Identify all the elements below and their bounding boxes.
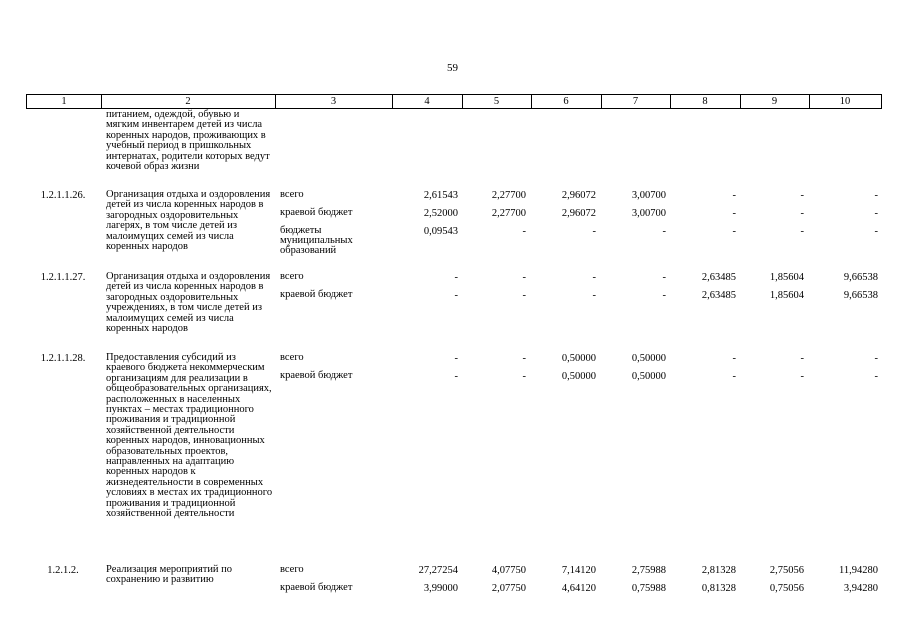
value-cell: 27,27254 (418, 565, 458, 576)
header-cell: 5 (493, 96, 500, 107)
header-cell: 6 (563, 96, 569, 107)
value-cell: - (800, 208, 804, 219)
value-cell: 2,63485 (701, 272, 736, 283)
value-cell: - (522, 226, 526, 237)
value-cell: 11,94280 (839, 565, 878, 576)
value-cell: 2,75056 (769, 565, 804, 576)
value-cell: 3,00700 (631, 208, 666, 219)
value-cell: - (662, 272, 666, 283)
value-cell: - (454, 272, 458, 283)
header-cell: 4 (424, 96, 430, 107)
item-name: Организация отдыха и оздоровления детей из числа коренных народов в загородных оздоровительных лагерях, в том числе детей из малоимущих семей из числа коренных народов (106, 189, 271, 253)
value-cell: - (732, 208, 736, 219)
value-cell: 2,96072 (561, 190, 596, 201)
value-cell: - (662, 226, 666, 237)
value-cell: 9,66538 (843, 272, 878, 283)
header-cell: 2 (185, 96, 191, 107)
value-cell: - (732, 226, 736, 237)
value-cell: 4,64120 (561, 583, 596, 594)
funding-source: краевой бюджет (280, 370, 353, 381)
value-cell: - (732, 353, 736, 364)
header-cell: 9 (771, 96, 778, 107)
value-cell: 7,14120 (561, 565, 596, 576)
value-cell: 3,94280 (843, 583, 878, 594)
value-cell: 2,81328 (701, 565, 736, 576)
item-name: Организация отдыха и оздоровления детей из числа коренных народов в загородных оздоровительных учреждениях, в том числе детей из малоимущих семей из числа коренных народов (106, 271, 271, 335)
page-number: 59 (447, 62, 458, 74)
value-cell: - (874, 353, 878, 364)
value-cell: 4,07750 (491, 565, 526, 576)
value-cell: 0,81328 (701, 583, 736, 594)
value-cell: 2,27700 (491, 190, 526, 201)
value-cell: - (874, 190, 878, 201)
item-number: 1.2.1.1.27. (40, 272, 86, 283)
value-cell: 0,75056 (769, 583, 804, 594)
funding-source: всего (280, 271, 304, 282)
value-cell: 3,99000 (423, 583, 458, 594)
value-cell: - (592, 272, 596, 283)
value-cell: 0,50000 (631, 353, 666, 364)
value-cell: - (592, 226, 596, 237)
table-header (26, 94, 882, 109)
funding-source: бюджеты муниципальных образований (280, 225, 353, 256)
value-cell: 2,27700 (491, 208, 526, 219)
value-cell: 2,63485 (701, 290, 736, 301)
value-cell: - (800, 190, 804, 201)
value-cell: - (454, 290, 458, 301)
item-name: питанием, одеждой, обувью и мягким инвентарем детей из числа коренных народов, проживающих в учебный период в пришкольных интернатах, родители которых ведут кочевой образ жизни (106, 109, 270, 173)
value-cell: - (522, 290, 526, 301)
value-cell: 0,09543 (423, 226, 458, 237)
header-cell: 7 (632, 96, 639, 107)
value-cell: - (522, 272, 526, 283)
value-cell: - (874, 371, 878, 382)
header-cell: 3 (330, 96, 337, 107)
value-cell: - (662, 290, 666, 301)
funding-source: всего (280, 564, 304, 575)
value-cell: 2,75988 (631, 565, 666, 576)
value-cell: - (874, 226, 878, 237)
value-cell: 2,07750 (491, 583, 526, 594)
value-cell: - (454, 371, 458, 382)
funding-source: краевой бюджет (280, 207, 353, 218)
item-name: Предоставления субсидий из краевого бюджета некоммерческим организациям для реализации в общеобразовательных организациях, расположенных в населенных пунктах – местах традиционного проживания и традиционной хозяйственной деятельности коренных народов, инновационных образовательных проектов, направленных на адаптацию коренных народов к жизнедеятельности в современных условиях в местах их традиционного проживания и традиционной хозяйственной деятельности (106, 352, 273, 520)
value-cell: 9,66538 (843, 290, 878, 301)
value-cell: - (800, 371, 804, 382)
value-cell: - (454, 353, 458, 364)
value-cell: 2,61543 (423, 190, 458, 201)
value-cell: 2,96072 (561, 208, 596, 219)
item-number: 1.2.1.2. (47, 565, 79, 576)
value-cell: 1,85604 (769, 290, 804, 301)
funding-source: всего (280, 189, 304, 200)
funding-source: краевой бюджет (280, 582, 353, 593)
value-cell: - (800, 226, 804, 237)
value-cell: 1,85604 (769, 272, 804, 283)
value-cell: - (592, 290, 596, 301)
value-cell: - (732, 371, 736, 382)
value-cell: - (522, 371, 526, 382)
item-number: 1.2.1.1.28. (40, 353, 86, 364)
funding-source: краевой бюджет (280, 289, 353, 300)
value-cell: 3,00700 (631, 190, 666, 201)
value-cell: - (732, 190, 736, 201)
header-cell: 10 (839, 96, 851, 107)
value-cell: 0,50000 (561, 353, 596, 364)
value-cell: 0,50000 (561, 371, 596, 382)
item-number: 1.2.1.1.26. (40, 190, 86, 201)
funding-source: всего (280, 352, 304, 363)
header-cell: 8 (702, 96, 708, 107)
item-name: Реализация мероприятий по сохранению и развитию (106, 564, 233, 586)
value-cell: 2,52000 (423, 208, 458, 219)
value-cell: 0,50000 (631, 371, 666, 382)
value-cell: - (522, 353, 526, 364)
value-cell: - (800, 353, 804, 364)
value-cell: 0,75988 (631, 583, 666, 594)
value-cell: - (874, 208, 878, 219)
header-cell: 1 (61, 96, 67, 107)
